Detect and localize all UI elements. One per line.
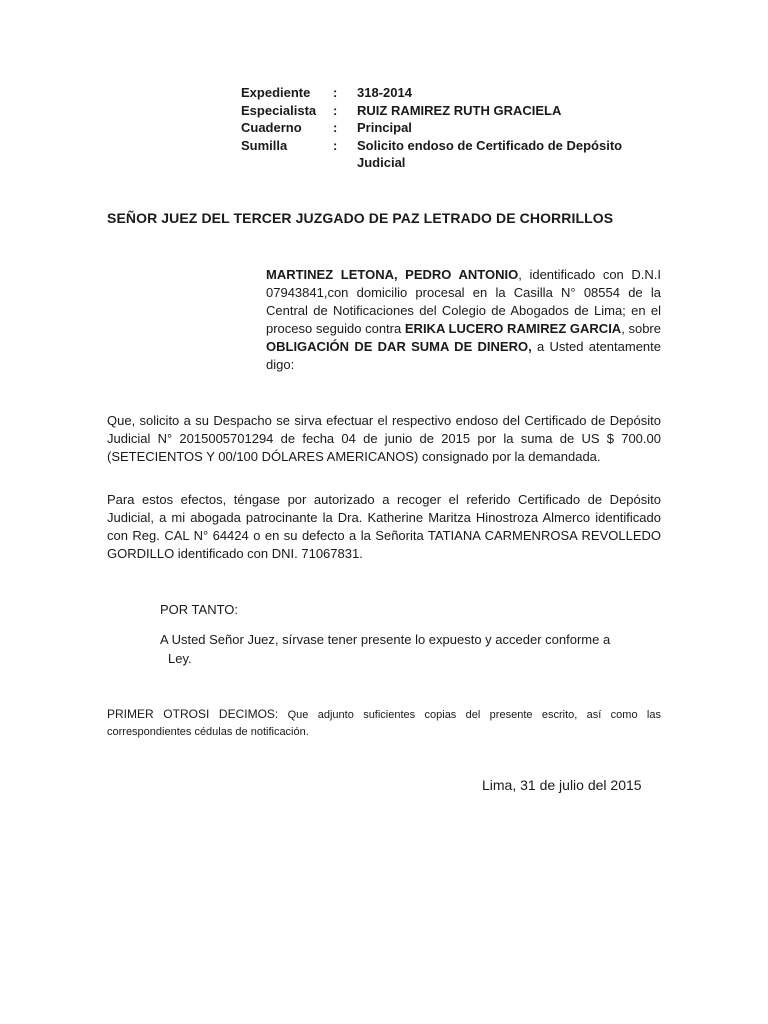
header-row-especialista	[241, 102, 661, 120]
petitioner-name: MARTINEZ LETONA, PEDRO ANTONIO	[266, 267, 519, 282]
header-value: Principal	[357, 120, 412, 135]
case-matter: OBLIGACIÓN DE DAR SUMA DE DINERO,	[266, 339, 532, 354]
addressee-heading: SEÑOR JUEZ DEL TERCER JUZGADO DE PAZ LETRADO DE CHORRILLOS	[107, 210, 614, 226]
intro-text: , sobre	[621, 321, 661, 336]
body-paragraph-authorization: Para estos efectos, téngase por autorizado a recoger el referido Certificado de Depósito Judicial, a mi abogada patrocinante la Dra. Katherine Maritza Hinostroza Almerco identificado con Reg. CAL N° 64424 o en su defecto a la Señorita TATIANA CARMENROSA REVOLLEDO GORDILLO identificado con DNI. 71067831.	[107, 492, 661, 561]
header-row-sumilla	[241, 137, 661, 172]
intro-text: , identificado con D.N.I 07943841,con domicilio procesal en la Casilla N° 08554 de la Central de Notificaciones del Colegio de Abogados de Lima; en el proceso seguido contra	[266, 267, 661, 336]
header-value: Solicito endoso de Certificado de Depósito Judicial	[357, 137, 623, 170]
closing-request-line: Ley.	[168, 651, 192, 666]
otrosi-lead: PRIMER OTROSI DECIMOS:	[107, 707, 279, 721]
intro-paragraph	[266, 266, 661, 374]
header-value: 318-2014	[357, 85, 412, 100]
closing-request-line: A Usted Señor Juez, sírvase tener presente lo expuesto y acceder conforme a	[160, 632, 611, 647]
header-label: Cuaderno	[241, 120, 302, 135]
header-colon: :	[333, 120, 338, 135]
header-label: Especialista	[241, 102, 317, 118]
header-colon: :	[333, 85, 338, 100]
place-date: Lima, 31 de julio del 2015	[482, 777, 642, 793]
header-colon: :	[333, 137, 338, 153]
header-label: Sumilla	[241, 137, 288, 153]
opponent-name: ERIKA LUCERO RAMIREZ GARCIA	[404, 321, 622, 336]
header-colon: :	[333, 102, 338, 118]
header-row-cuaderno	[241, 119, 661, 137]
header-row-expediente	[241, 84, 661, 102]
otrosi-text: Que adjunto suficientes copias del presente escrito, así como las correspondientes cédulas de notificación.	[107, 709, 661, 738]
otrosi-paragraph	[107, 706, 661, 740]
header-label: Expediente	[241, 85, 311, 100]
case-header	[241, 84, 661, 172]
header-value: RUIZ RAMIREZ RUTH GRACIELA	[357, 102, 562, 118]
por-tanto-label: POR TANTO:	[160, 602, 239, 617]
body-paragraph-request: Que, solicito a su Despacho se sirva efectuar el respectivo endoso del Certificado de Depósito Judicial N° 2015005701294 de fecha 04 de junio de 2015 por la suma de US $ 700.00 (SETECIENTOS Y 00/100 DÓLARES AMERICANOS) consignado por la demandada.	[107, 413, 661, 464]
intro-text: a Usted atentamente digo:	[266, 339, 662, 372]
closing-request	[160, 630, 661, 668]
